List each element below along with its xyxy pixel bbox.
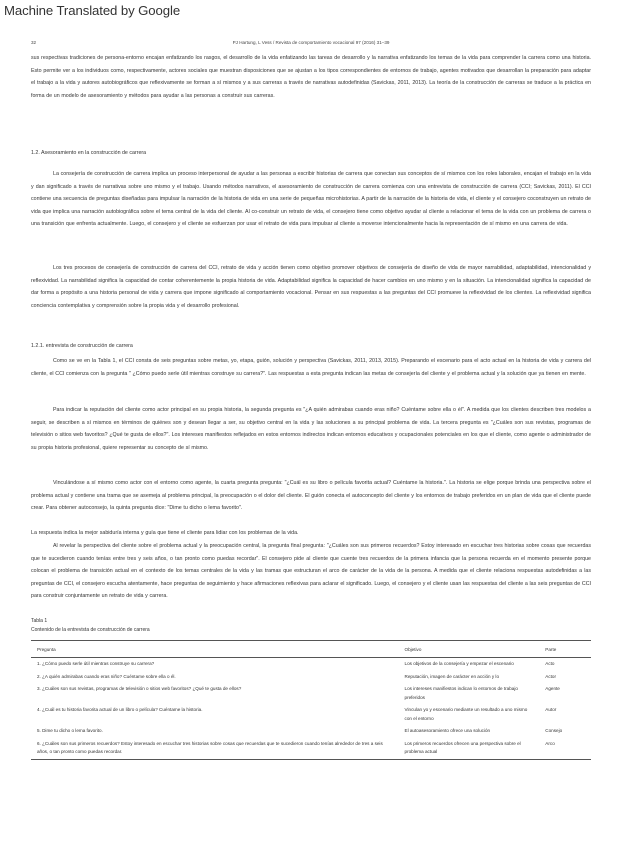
table-row	[31, 671, 591, 684]
paragraph-ccc: La consejería de construcción de carrera implica un proceso interpersonal de ayudar a las personas a escribir historias de carrera que conectan sus conceptos de sí mismos con los roles laborales, encajan el trabajo en la vida y dan significado a través de narrativas sobre uno mismo y el trabajo. Usando métodos narrativos, el asesoramiento de construcción de carrera comienza con una entrevista de construcción de carrera (CCI; Savickas, 2011). El CCI contiene una secuencia de preguntas diseñadas para impulsar la narración de la historia de vida en una serie de pequeñas microhistorias. A partir de la narración de la historia de vida, el cliente y el consejero coconstruyen un retrato de vida que implica una narración autobiográfica sobre el tema central de la vida del cliente. Al co-construir un retrato de vida, el consejero tiene como objetivo ayudar al cliente a relacionar el tema de la vida con un problema de carrera o una transición que enfrenta actualmente. Luego, el consejero y el cliente se esfuerzan por usar el retrato de vida para impulsar al cliente a moverse intencionalmente hacia la representación de sí mismo en una carrera de vida.	[31, 171, 591, 227]
table-cell-part: Consejo	[545, 728, 563, 733]
table-caption: Contenido de la entrevista de construcción de carrera	[31, 627, 150, 633]
table-cell-part: Autor	[545, 707, 557, 712]
header-part: Parte	[545, 646, 557, 652]
table-cell-part: Agente	[545, 686, 560, 691]
header-question: Pregunta	[37, 646, 56, 652]
section-heading: 1.2. Asesoramiento en la construcción de carrera	[31, 150, 147, 156]
paragraph-response: La respuesta indica la mejor sabiduría interna y guía que tiene el cliente para lidiar con los problemas de la vida.	[31, 530, 299, 536]
table-label: Tabla 1	[31, 618, 48, 624]
paragraph-second-question: Para indicar la reputación del cliente como actor principal en su propia historia, la segunda pregunta es "¿A quién admirabas cuando eras niño? Cuéntame sobre ella o él". A medida que los clientes describen tres modelos a seguir, se describen a sí mismos en términos de quiénes son y desean llegar a ser, su objetivo central en la vida y las soluciones a su principal problema de vida. La tercera pregunta es "¿Cuáles son sus revistas, programas de televisión o sitios web favoritos? ¿Qué te gusta de ellos?". Los intereses manifiestos reflejados en estos entornos indirectos indican entornos educativos y ocupacionales potenciales en los que el cliente, como agente o administrador de su propia historia profesional, quiere representar su concepto de sí mismo.	[31, 407, 591, 451]
page-number: 32	[31, 40, 37, 45]
table-cell-part: Actor	[545, 673, 557, 679]
table-cell-question: 4. ¿Cuál es tu historia favorita actual de un libro o película? Cuéntame la historia.	[37, 707, 203, 712]
machine-translation-banner: Machine Translated by Google	[4, 3, 181, 18]
table-header-row	[31, 641, 591, 658]
table-cell-objective: El autoasesoramiento ofrece una solución	[404, 728, 491, 733]
subsection-heading: 1.2.1. entrevista de construcción de carrera	[31, 343, 133, 349]
table-cell-question: 2. ¿A quién admirabas cuando eras niño? Cuéntame sobre ella o él.	[37, 673, 176, 679]
table-cell-objective: Los intereses manifiestos indican lo entornos de trabajo preferidos	[404, 686, 518, 700]
header-objective: Objetivo	[404, 646, 422, 652]
table-cell-question: 3. ¿Cuáles son sus revistas, programas de televisión o sitios web favoritos? ¿Qué te gusta de ellos?	[37, 686, 242, 691]
table-cell-objective: Reputación, imagen de carácter en acción y lo	[404, 673, 499, 679]
table-cell-question: 5. Dime tu dicho o lema favorito.	[37, 728, 103, 733]
paragraph-processes: Los tres procesos de consejería de construcción de carrera del CCI, retrato de vida y acción tienen como objetivo promover objetivos de consejería de diseño de vida de mayor narrabilidad, adaptabilidad, intencionalidad y reflexividad. La narrabilidad significa la capacidad de contar coherentemente la propia historia de vida. Adaptabilidad significa la capacidad de hacer cambios en uno mismo y en la situación. La intencionalidad significa la capacidad de dar forma a propósito a una historia personal de vida y carrera que impone significado al comportamiento vocacional. Pensar en sus respuestas a las preguntas del CCI promueve la reflexividad de los clientes. La reflexividad significa conciencia contemplativa y comprensión sobre la propia vida y el desarrollo profesional.	[31, 265, 591, 309]
table-cell-question: 1. ¿Cómo puedo serle útil mientras construye su carrera?	[37, 661, 155, 666]
table-row	[31, 738, 591, 760]
table-row	[31, 683, 591, 704]
table-cell-part: Arco	[545, 740, 555, 746]
paragraph-intro: sus respectivas tradiciones de persona-entorno encajan enfatizando los rasgos, el desarrollo de la vida enfatizando las tareas de desarrollo y la narrativa enfatizando los temas de la vida para comprender la carrera como una historia. Esto permite ver a los individuos como, respectivamente, actores sociales que muestran disposiciones que se ajustan a los tipos correspondientes de entornos de trabajo, agentes motivados que desarrollan la preparación para adaptar el trabajo a la vida y autores autobiográficos que reflexivamente se forman a sí mismos y a sus carreras a través de narrativas autodefinidas (Savickas, 2011, 2013). La teoría de la construcción de carreras se traduce a la práctica en forma de un modelo de asesoramiento y métodos para ayudar a las personas a construir sus carreras.	[31, 55, 591, 99]
paragraph-final-question: Al revelar la perspectiva del cliente sobre el problema actual y la preocupación central, la pregunta final pregunta: "¿Cuáles son sus primeros recuerdos? Estoy interesado en escuchar tres historias sobre cosas que recuerdas que te sucedieron cuando tenías entre tres y seis años, o tan pronto como puedas recordar". El consejero pide al cliente que cuente tres recuerdos de la primera infancia que la persona recuerda en el momento presente porque colocan el problema de transición actual en el contexto de los temas centrales de la vida y las tramas que estructuran el arco de carácter de la vida de la persona. A medida que el cliente relaciona respuestas autodefinidas a las preguntas de CCI, el consejero escucha atentamente, hace preguntas de seguimiento y hace afirmaciones reflexivas para aclarar el significado. Luego, el consejero y el cliente usan las respuestas del cliente a las seis preguntas de CCI para construir conjuntamente un retrato de vida y carrera.	[31, 543, 591, 599]
paragraph-cci: Como se ve en la Tabla 1, el CCI consta de seis preguntas sobre metas, yo, etapa, guión, solución y perspectiva (Savickas, 2011, 2013, 2015). Preparando el escenario para el acto actual en la historia de vida y carrera del cliente, el CCI comienza con la pregunta " ¿Cómo puedo serle útil mientras construye su carrera?". Las respuestas a esta pregunta indican las metas de consejería del cliente y el problema actual y la solución que ya tienen en mente.	[31, 358, 591, 377]
table-row	[31, 658, 591, 671]
table-cell-question: 6. ¿Cuáles son sus primeros recuerdos? Estoy interesado en escuchar tres historias sobre cosas que recuerdas que te sucedieron cuando tenías alrededor de tres a seis años, o tan pronto como puedas recordar.	[37, 740, 383, 754]
table-cell-objective: Los primeros recuerdos ofrecen una perspectiva sobre el problema actual	[404, 740, 521, 754]
table-cell-part: Acto	[545, 661, 555, 666]
table-cell-objective: Los objetivos de la consejería y empezar el escenario	[404, 661, 514, 666]
cci-table	[31, 640, 591, 760]
table-row	[31, 704, 591, 725]
running-head	[31, 40, 591, 50]
table-row	[31, 725, 591, 738]
table-cell-objective: Vinculan yo y escenario mediante un resultado a uno mismo con el entorno	[404, 707, 528, 721]
journal-citation: PJ Hartung, L Vess / Revista de comportamiento vocacional 97 (2016) 31–39	[232, 40, 390, 45]
paragraph-fourth-question: Vinculándose a sí mismo como actor con el entorno como agente, la cuarta pregunta pregunta: "¿Cuál es su libro o película favorita actual? Cuéntame la historia.". La historia se elige porque brinda una perspectiva sobre el problema actual y contiene una trama que se asemeja al problema principal, la preocupación o el dolor del cliente. El guión conecta el autoconcepto del cliente y los entornos de trabajo preferidos en un plan de vida que el cliente puede crear. Para obtener autoconsejo, la quinta pregunta dice: "Dime tu dicho o lema favorito".	[31, 480, 591, 511]
